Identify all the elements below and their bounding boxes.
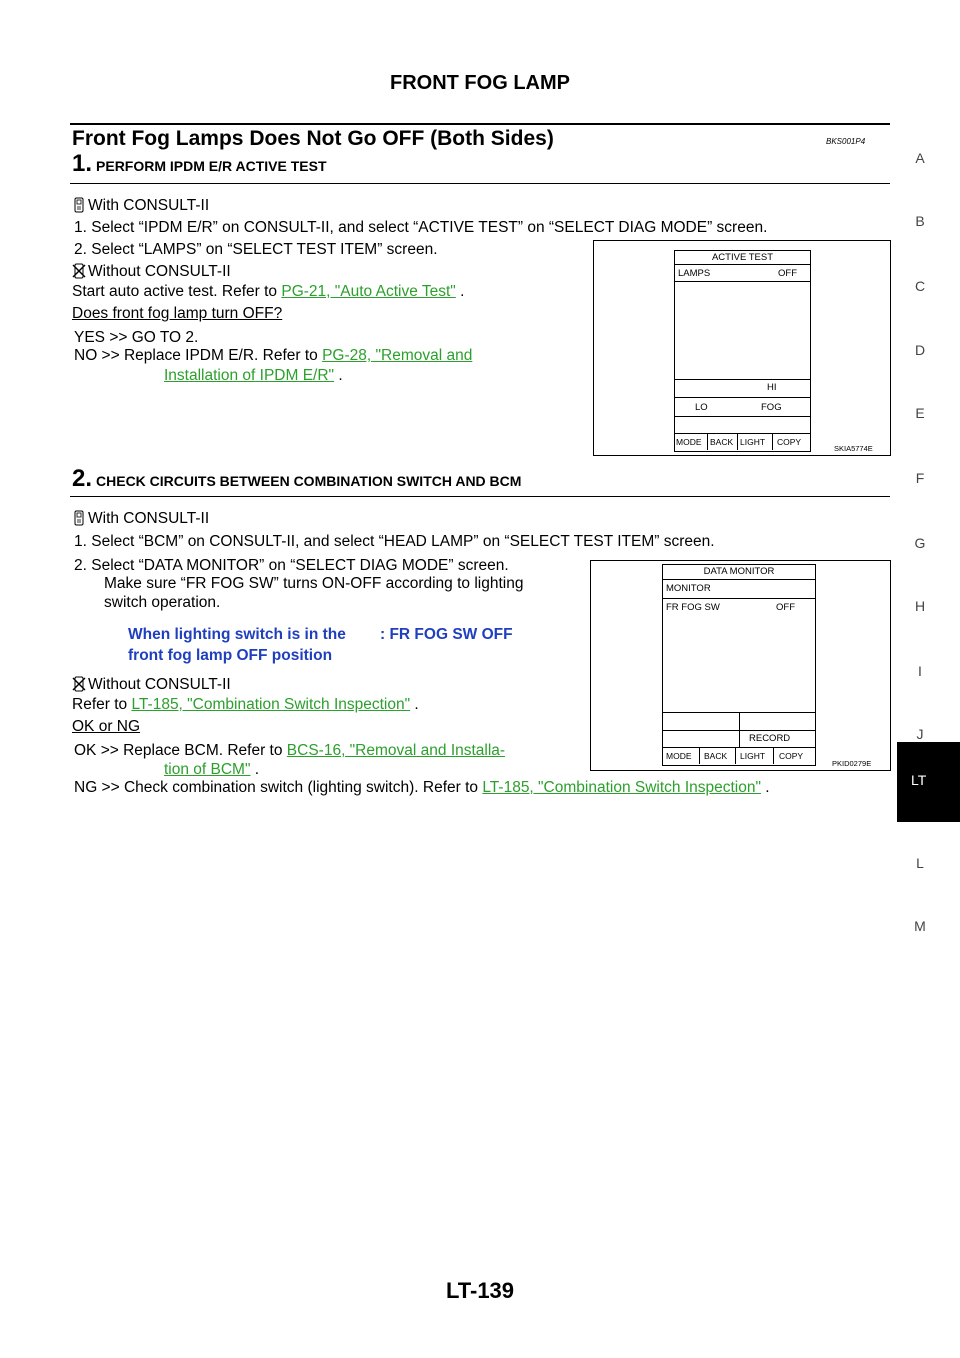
side-index-d[interactable]: D <box>914 342 926 358</box>
step2-title: CHECK CIRCUITS BETWEEN COMBINATION SWITCH AND BCM <box>96 473 522 489</box>
lo-button: LO <box>695 402 708 413</box>
step1-refer <box>72 283 464 301</box>
with-consult-1 <box>72 197 209 215</box>
step1-line2: 2. Select “LAMPS” on “SELECT TEST ITEM” screen. <box>74 241 438 258</box>
active-test-screen <box>674 250 811 452</box>
light-button: LIGHT <box>740 751 766 761</box>
step1-no-suffix: . <box>334 367 343 384</box>
step1-number: 1. <box>72 150 93 177</box>
no-consult-icon <box>72 676 86 692</box>
side-index-j[interactable]: J <box>916 726 924 742</box>
step2-line2a: 2. Select “DATA MONITOR” on “SELECT DIAG MODE” screen. <box>74 557 509 574</box>
step1-heading <box>72 150 327 178</box>
page-number: LT-139 <box>445 1278 515 1303</box>
step2-refer-suffix: . <box>410 696 419 713</box>
without-consult-1 <box>72 263 231 281</box>
without-consult-2 <box>72 676 231 694</box>
without-consult-label-1: Without CONSULT-II <box>88 263 231 280</box>
step2-line1: 1. Select “BCM” on CONSULT-II, and select “HEAD LAMP” on “SELECT TEST ITEM” screen. <box>74 533 715 550</box>
side-index-lt-active[interactable] <box>897 742 960 822</box>
step1-no-prefix: NO >> Replace IPDM E/R. Refer to <box>74 347 323 364</box>
with-consult-label-1: With CONSULT-II <box>88 197 210 214</box>
record-button: RECORD <box>749 733 791 744</box>
link-pg28[interactable]: PG-28, "Removal and <box>322 347 473 364</box>
active-test-value: OFF <box>778 268 797 279</box>
back-button: BACK <box>710 437 734 447</box>
step1-line1: 1. Select “IPDM E/R” on CONSULT-II, and select “ACTIVE TEST” on “SELECT DIAG MODE” screen. <box>74 219 768 236</box>
step1-title: PERFORM IPDM E/R ACTIVE TEST <box>96 158 327 174</box>
side-index-l[interactable]: L <box>916 855 924 871</box>
step2-line2b: Make sure “FR FOG SW” turns ON-OFF according to lighting <box>104 575 524 592</box>
figure-data-monitor <box>590 560 891 771</box>
fog-button: FOG <box>761 402 782 413</box>
hi-button: HI <box>767 382 777 393</box>
side-index-b[interactable]: B <box>915 213 925 229</box>
data-monitor-screen <box>662 564 816 766</box>
step2-ok-prefix: OK >> Replace BCM. Refer to <box>74 742 287 759</box>
step1-refer-suffix: . <box>455 283 465 300</box>
step2-line2c: switch operation. <box>104 594 221 611</box>
with-consult-2 <box>72 510 209 528</box>
link-lt185[interactable]: LT-185, "Combination Switch Inspection" <box>131 696 411 713</box>
with-consult-label-2: With CONSULT-II <box>88 510 210 527</box>
figure-active-test <box>593 240 891 456</box>
back-button: BACK <box>704 751 728 761</box>
step1-no <box>74 347 472 365</box>
step2-ng-suffix: . <box>761 779 770 796</box>
side-index-lt: LT <box>911 772 927 788</box>
condition-label-1: When lighting switch is in the <box>128 626 346 643</box>
step2-question: OK or NG <box>72 718 141 735</box>
active-test-item: LAMPS <box>678 268 711 279</box>
page-header: FRONT FOG LAMP <box>390 72 570 94</box>
mode-button: MODE <box>666 751 692 761</box>
data-monitor-title: DATA MONITOR <box>703 566 775 577</box>
step2-number: 2. <box>72 465 93 492</box>
step1-rule <box>70 183 890 184</box>
mode-button: MODE <box>676 437 702 447</box>
copy-button: COPY <box>777 437 802 447</box>
link-pg21[interactable]: PG-21, "Auto Active Test" <box>281 283 456 300</box>
step2-ng <box>74 779 770 797</box>
data-monitor-subtitle: MONITOR <box>666 583 711 594</box>
data-monitor-value: OFF <box>776 602 795 613</box>
side-index-e[interactable]: E <box>915 405 925 421</box>
side-index-h[interactable]: H <box>914 598 926 614</box>
step2-ng-prefix: NG >> Check combination switch (lighting switch). Refer to <box>74 779 483 796</box>
header-rule <box>70 123 890 125</box>
step1-question: Does front fog lamp turn OFF? <box>72 305 283 322</box>
step1-yes: YES >> GO TO 2. <box>74 329 199 346</box>
figure2-code: PKID0279E <box>832 759 872 768</box>
active-test-title: ACTIVE TEST <box>711 252 774 263</box>
without-consult-label-2: Without CONSULT-II <box>88 676 231 693</box>
link-lt185-ng[interactable]: LT-185, "Combination Switch Inspection" <box>482 779 761 796</box>
condition-value: : FR FOG SW OFF <box>380 626 513 643</box>
link-pg28-cont[interactable]: Installation of IPDM E/R" <box>164 367 335 384</box>
step2-rule <box>70 496 890 497</box>
side-index-f[interactable]: F <box>915 470 925 486</box>
side-index-g[interactable]: G <box>914 535 926 551</box>
no-consult-icon <box>72 263 86 279</box>
light-button: LIGHT <box>740 437 766 447</box>
side-index-c[interactable]: C <box>914 278 926 294</box>
side-index-i[interactable]: I <box>918 663 922 679</box>
consult-tool-icon <box>72 197 86 213</box>
copy-button: COPY <box>779 751 804 761</box>
side-index-m[interactable]: M <box>914 918 926 934</box>
side-index-a[interactable]: A <box>915 150 925 166</box>
link-bcs16[interactable]: BCS-16, "Removal and Installa- <box>286 742 506 759</box>
figure1-code: SKIA5774E <box>834 444 873 453</box>
consult-tool-icon <box>72 510 86 526</box>
link-bcs16-cont[interactable]: tion of BCM" <box>164 761 251 778</box>
step2-refer <box>72 696 419 714</box>
step2-ok-cont <box>164 761 259 779</box>
section-code: BKS001P4 <box>826 137 866 146</box>
step2-ok <box>74 742 505 760</box>
data-monitor-item: FR FOG SW <box>666 602 720 613</box>
step1-no-cont <box>164 367 343 385</box>
section-title: Front Fog Lamps Does Not Go OFF (Both Sides) <box>72 127 554 150</box>
step2-ok-suffix: . <box>250 761 260 778</box>
step2-heading <box>72 465 521 493</box>
condition-label-2: front fog lamp OFF position <box>128 647 333 664</box>
step2-refer-prefix: Refer to <box>72 696 132 713</box>
step1-refer-prefix: Start auto active test. Refer to <box>72 283 282 300</box>
